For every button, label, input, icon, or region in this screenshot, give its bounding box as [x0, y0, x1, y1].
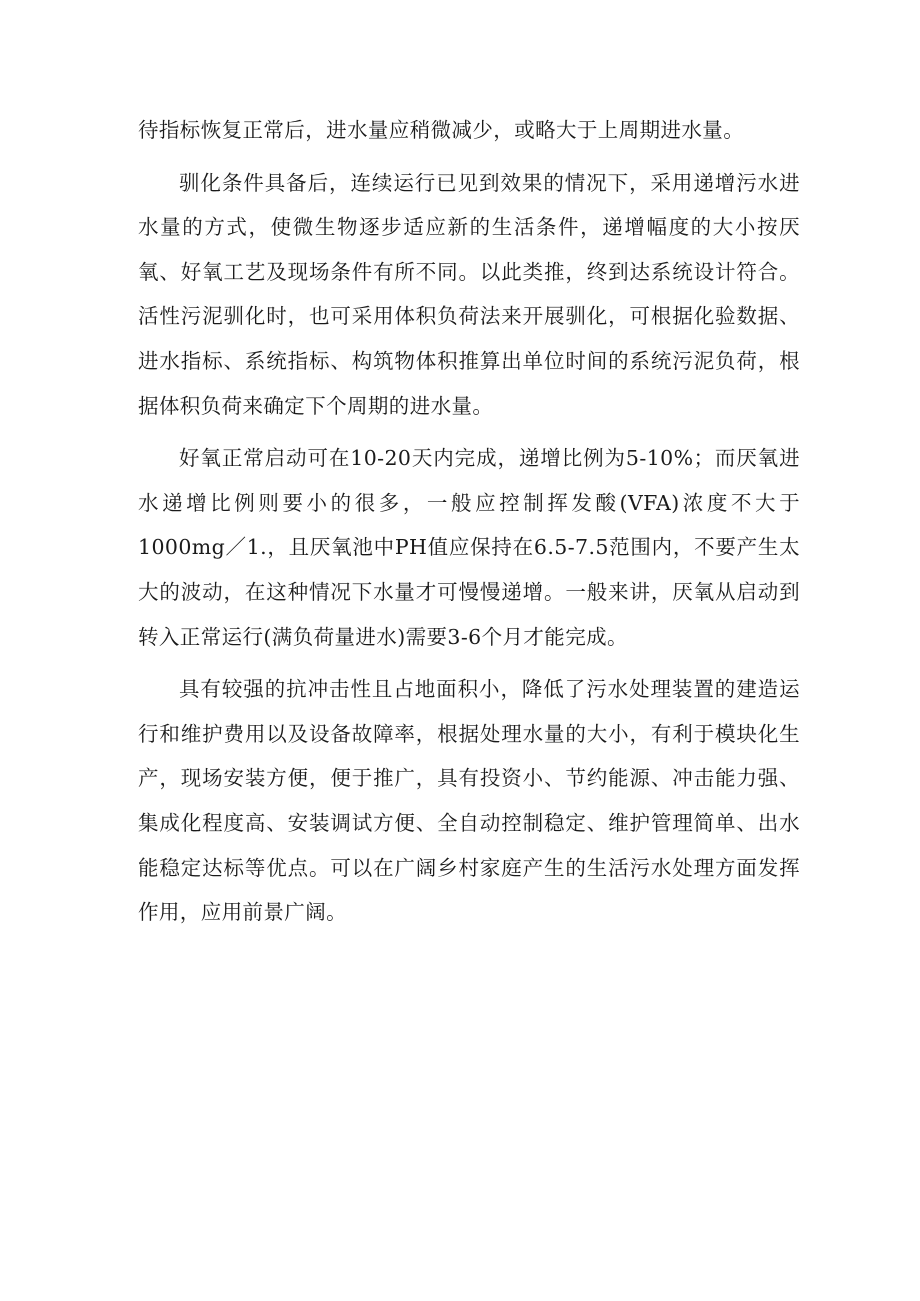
paragraph-2: 驯化条件具备后，连续运行已见到效果的情况下，采用递增污水进水量的方式，使微生物逐步适应新的生活条件，递增幅度的大小按厌氧、好氧工艺及现场条件有所不同。以此类推，终到达系统设计符合。活性污泥驯化时，也可采用体积负荷法来开展驯化，可根据化验数据、进水指标、系统指标、构筑物体积推算出单位时间的系统污泥负荷，根据体积负荷来确定下个周期的进水量。 — [138, 170, 800, 418]
paragraph-3: 好氧正常启动可在10-20天内完成，递增比例为5-10%；而厌氧进水递增比例则要小的很多，一般应控制挥发酸(VFA)浓度不大于1000mg／1.，且厌氧池中PH值应保持在6.5-7.5范围内，不要产生太大的波动，在这种情况下水量才可慢慢递增。一般来讲，厌氧从启动到转入正常运行(满负荷量进水)需要3-6个月才能完成。 — [138, 446, 800, 649]
paragraph-1: 待指标恢复正常后，进水量应稍微减少，或略大于上周期进水量。 — [138, 118, 745, 142]
document-body — [138, 108, 800, 943]
paragraph-4: 具有较强的抗冲击性且占地面积小，降低了污水处理装置的建造运行和维护费用以及设备故障率，根据处理水量的大小，有利于模块化生产，现场安装方便，便于推广，具有投资小、节约能源、冲击能力强、集成化程度高、安装调试方便、全自动控制稳定、维护管理简单、出水能稳定达标等优点。可以在广阔乡村家庭产生的生活污水处理方面发挥作用，应用前景广阔。 — [138, 677, 800, 925]
